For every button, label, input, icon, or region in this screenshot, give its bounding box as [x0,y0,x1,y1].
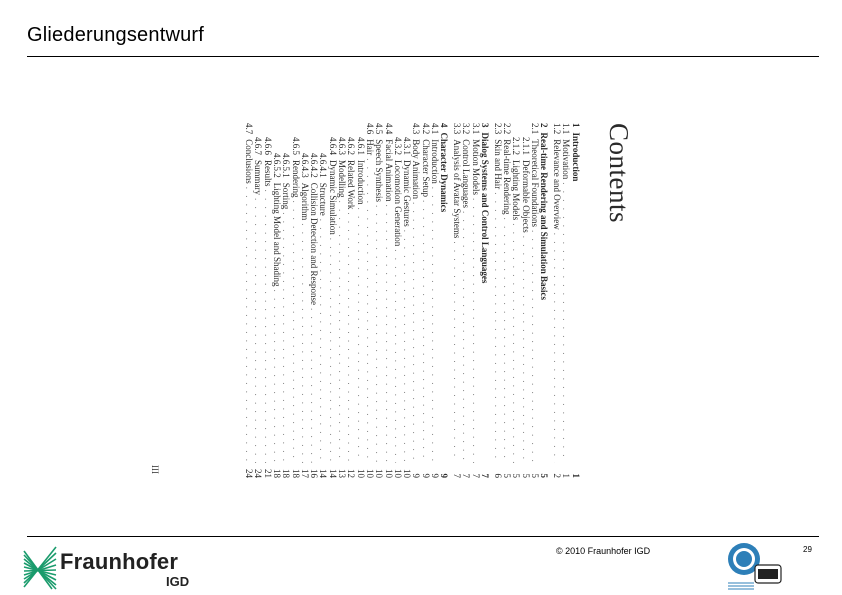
toc-entry-title: Structure [318,182,329,216]
fraunhofer-wordmark: Fraunhofer [60,549,179,574]
toc-entry-page: 9 [439,473,450,478]
toc-entry-title: Sorting [281,182,292,210]
toc-entry-page: 10 [374,469,385,478]
toc-entry-title: Facial Animation [383,139,394,202]
toc-entry-title: Real-time Rendering [502,139,513,215]
certification-badges [724,541,786,593]
toc-leader-dots [552,233,561,463]
toc-entry [318,123,327,478]
toc-entry-title: Related Work [346,160,357,210]
toc-entry-number: 4.6.5.2 [272,153,282,178]
toc-entry-number: 4.6 [364,123,375,135]
toc-entry [430,123,439,478]
toc-entry-page: 6 [492,473,503,478]
toc-entry-page: 9 [411,473,422,478]
contents-heading: Contents [604,123,634,224]
toc-entry-number: 4.6.4 [327,137,338,155]
slide-number: 29 [803,545,812,554]
toc-entry-title: Dynamic Simulation [327,160,338,235]
toc-leader-dots [374,205,383,463]
toc-entry-page: 1 [570,473,581,478]
toc-entry-page: 14 [327,469,338,478]
toc-entry-title: Dialog Systems and Control Languages [480,132,491,284]
toc-entry-page: 14 [318,469,329,478]
toc-entry-title: Introduction [430,139,441,184]
toc-entry [337,123,346,478]
toc-entry-page: 9 [420,473,431,478]
toc-leader-dots [430,187,439,463]
toc-entry-page: 10 [355,469,366,478]
toc-entry [253,123,262,478]
toc-leader-dots [318,219,327,463]
toc-entry-title: Speech Synthesis [374,139,385,202]
toc-entry-number: 1.2 [552,123,563,135]
toc-entry-title: Conclusions [244,139,255,184]
toc-entry-page: 10 [402,469,413,478]
toc-entry [502,123,511,478]
toc-entry-page: 7 [470,473,481,478]
footer-divider [27,536,819,537]
contents-page [130,115,640,485]
toc-leader-dots [452,241,461,463]
toc-entry-number: 1 [570,123,581,128]
toc-entry-number: 3.1 [470,123,481,135]
toc-entry [521,123,530,478]
toc-entry-title: Relevance and Overview [552,139,563,230]
toc-entry [356,123,365,478]
toc-entry-title: Body Animation [411,139,422,200]
toc-entry-title: Character Dynamics [439,132,450,213]
toc-entry-page: 2 [552,473,563,478]
toc-entry [561,123,570,478]
toc-entry-title: Lighting Model and Shading [272,182,282,287]
toc-entry-title: Character Setup [420,139,431,197]
toc-entry-page: 1 [561,473,572,478]
toc-entry-page: 5 [539,473,550,478]
scanned-contents-image [115,110,655,490]
toc-entry-number: 4.1 [430,123,441,135]
toc-entry [539,123,548,478]
toc-entry [346,123,355,478]
toc-entry-number: 4.6.5 [290,137,301,155]
toc-leader-dots [530,230,539,463]
toc-leader-dots [309,308,318,463]
toc-entry-number: 2.1.1 [520,137,531,155]
toc-entry-page: 5 [530,473,541,478]
toc-entry-page: 17 [299,469,310,478]
toc-entry [452,123,461,478]
toc-entry-title: Analysis of Avatar Systems [452,139,463,239]
toc-entry-page: 18 [281,469,292,478]
toc-entry-title: Introduction [570,132,581,182]
toc-entry-title: Theoretical Foundations [530,139,541,227]
toc-entry [552,123,561,478]
toc-entry-page: 7 [452,473,463,478]
toc-entry [471,123,480,478]
toc-leader-dots [521,236,530,463]
toc-entry-page: 7 [480,473,491,478]
toc-leader-dots [346,212,355,463]
toc-entry [374,123,383,478]
toc-entry-number: 2.1 [530,123,541,135]
toc-entry-page: 24 [244,469,255,478]
toc-leader-dots [461,211,470,463]
toc-entry-number: 2.2 [502,123,513,135]
toc-entry-page: 5 [502,473,513,478]
toc-entry-title: Skin and Hair [492,139,503,190]
toc-leader-dots [561,182,570,463]
toc-entry-number: 4.4 [383,123,394,135]
toc-entry-page: 16 [309,469,320,478]
toc-entry [411,123,420,478]
toc-entry-title: Control Languages [461,139,472,208]
roman-page-number: III [150,465,160,474]
toc-entry-page: 12 [346,469,357,478]
igd-label: IGD [166,574,190,589]
toc-leader-dots [365,158,374,463]
toc-entry [272,123,281,478]
toc-entry-title: Summary [253,160,264,195]
toc-entry-page: 10 [364,469,375,478]
toc-entry [328,123,337,478]
toc-entry [461,123,470,478]
toc-entry-number: 4.6.3 [337,137,348,155]
toc-leader-dots [421,200,430,463]
toc-entry-number: 4.6.7 [253,137,264,155]
toc-leader-dots [291,201,300,464]
toc-entry-title: Collision Detection and Response [309,182,320,305]
toc-entry-number: 4.3.2 [392,137,403,155]
toc-entry-title: Motion Models [470,139,481,196]
toc-entry [393,123,402,478]
slide-title: Gliederungsentwurf [27,24,205,46]
toc-entry [421,123,430,478]
toc-entry-number: 2 [539,123,550,128]
toc-entry-number: 4 [439,123,450,128]
toc-entry-number: 4.5 [374,123,385,135]
toc-entry-title: Hair [364,139,375,156]
contents-list [244,123,580,478]
toc-leader-dots [511,223,520,463]
toc-entry-number: 4.6.2 [346,137,357,155]
toc-entry-title: Rendering [290,160,301,198]
toc-entry-page: 9 [430,473,441,478]
toc-entry [530,123,539,478]
toc-entry [439,123,448,478]
toc-entry [402,123,411,478]
toc-entry-title: Algorithm [299,182,310,221]
toc-entry-page: 10 [383,469,394,478]
toc-entry [300,123,309,478]
toc-entry-number: 4.6.1 [355,137,366,155]
toc-entry-title: Introduction [355,160,366,205]
toc-entry-page: 7 [461,473,472,478]
toc-entry-number: 3.2 [461,123,472,135]
toc-entry-title: Results [262,160,273,187]
toc-leader-dots [281,212,290,463]
toc-entry [384,123,393,478]
toc-leader-dots [411,202,420,463]
toc-entry [480,123,489,478]
toc-entry [281,123,290,478]
toc-entry-number: 4.3.1 [402,137,413,155]
toc-entry-title: Lighting Models [511,160,522,221]
title-divider [27,56,819,57]
toc-entry-title: Real-time Rendering and Simulation Basics [539,132,550,301]
toc-entry-page: 13 [337,469,348,478]
toc-entry-title: Dynamic Gestures [402,160,413,227]
toc-entry [309,123,318,478]
toc-entry-number: 4.6.4.3 [299,153,310,178]
toc-leader-dots [328,238,337,463]
toc-entry-title: Locomotion Generation [392,160,403,247]
toc-entry [244,123,253,478]
toc-leader-dots [337,201,346,464]
toc-entry-page: 24 [253,469,264,478]
toc-entry-title: Motivation [561,139,572,180]
toc-entry-number: 4.2 [420,123,431,135]
toc-entry-page: 5 [511,473,522,478]
toc-entry-number: 4.7 [244,123,255,135]
toc-entry-number: 3 [480,123,491,128]
toc-leader-dots [393,249,402,463]
toc-leader-dots [493,192,502,463]
toc-leader-dots [263,190,272,463]
toc-entry-number: 2.1.2 [511,137,522,155]
toc-leader-dots [384,205,393,464]
toc-leader-dots [402,230,411,463]
toc-entry-number: 4.6.5.1 [281,153,292,178]
toc-entry-number: 4.3 [411,123,422,135]
toc-entry [365,123,374,478]
toc-leader-dots [272,290,281,464]
toc-entry-number: 4.6.6 [262,137,273,155]
toc-entry [493,123,502,478]
toc-entry-number: 1.1 [561,123,572,135]
toc-entry-number: 3.3 [452,123,463,135]
toc-leader-dots [300,223,309,463]
toc-entry [571,123,580,478]
toc-leader-dots [502,217,511,463]
toc-entry-page: 10 [392,469,403,478]
toc-entry-number: 2.3 [492,123,503,135]
toc-leader-dots [471,198,480,463]
toc-leader-dots [244,187,253,463]
copyright-notice: © 2010 Fraunhofer IGD [556,546,651,556]
toc-entry-page: 18 [290,469,301,478]
toc-entry-page: 21 [262,469,273,478]
toc-leader-dots [253,198,262,463]
toc-entry-title: Modelling [337,160,348,198]
toc-entry-page: 18 [272,469,282,478]
toc-entry [291,123,300,478]
toc-entry-number: 4.6.4.1 [318,153,329,178]
toc-entry [511,123,520,478]
toc-entry [263,123,272,478]
toc-leader-dots [356,208,365,464]
toc-entry-page: 5 [520,473,531,478]
toc-entry-number: 4.6.4.2 [309,153,320,178]
toc-entry-title: Deformable Objects [520,160,531,233]
